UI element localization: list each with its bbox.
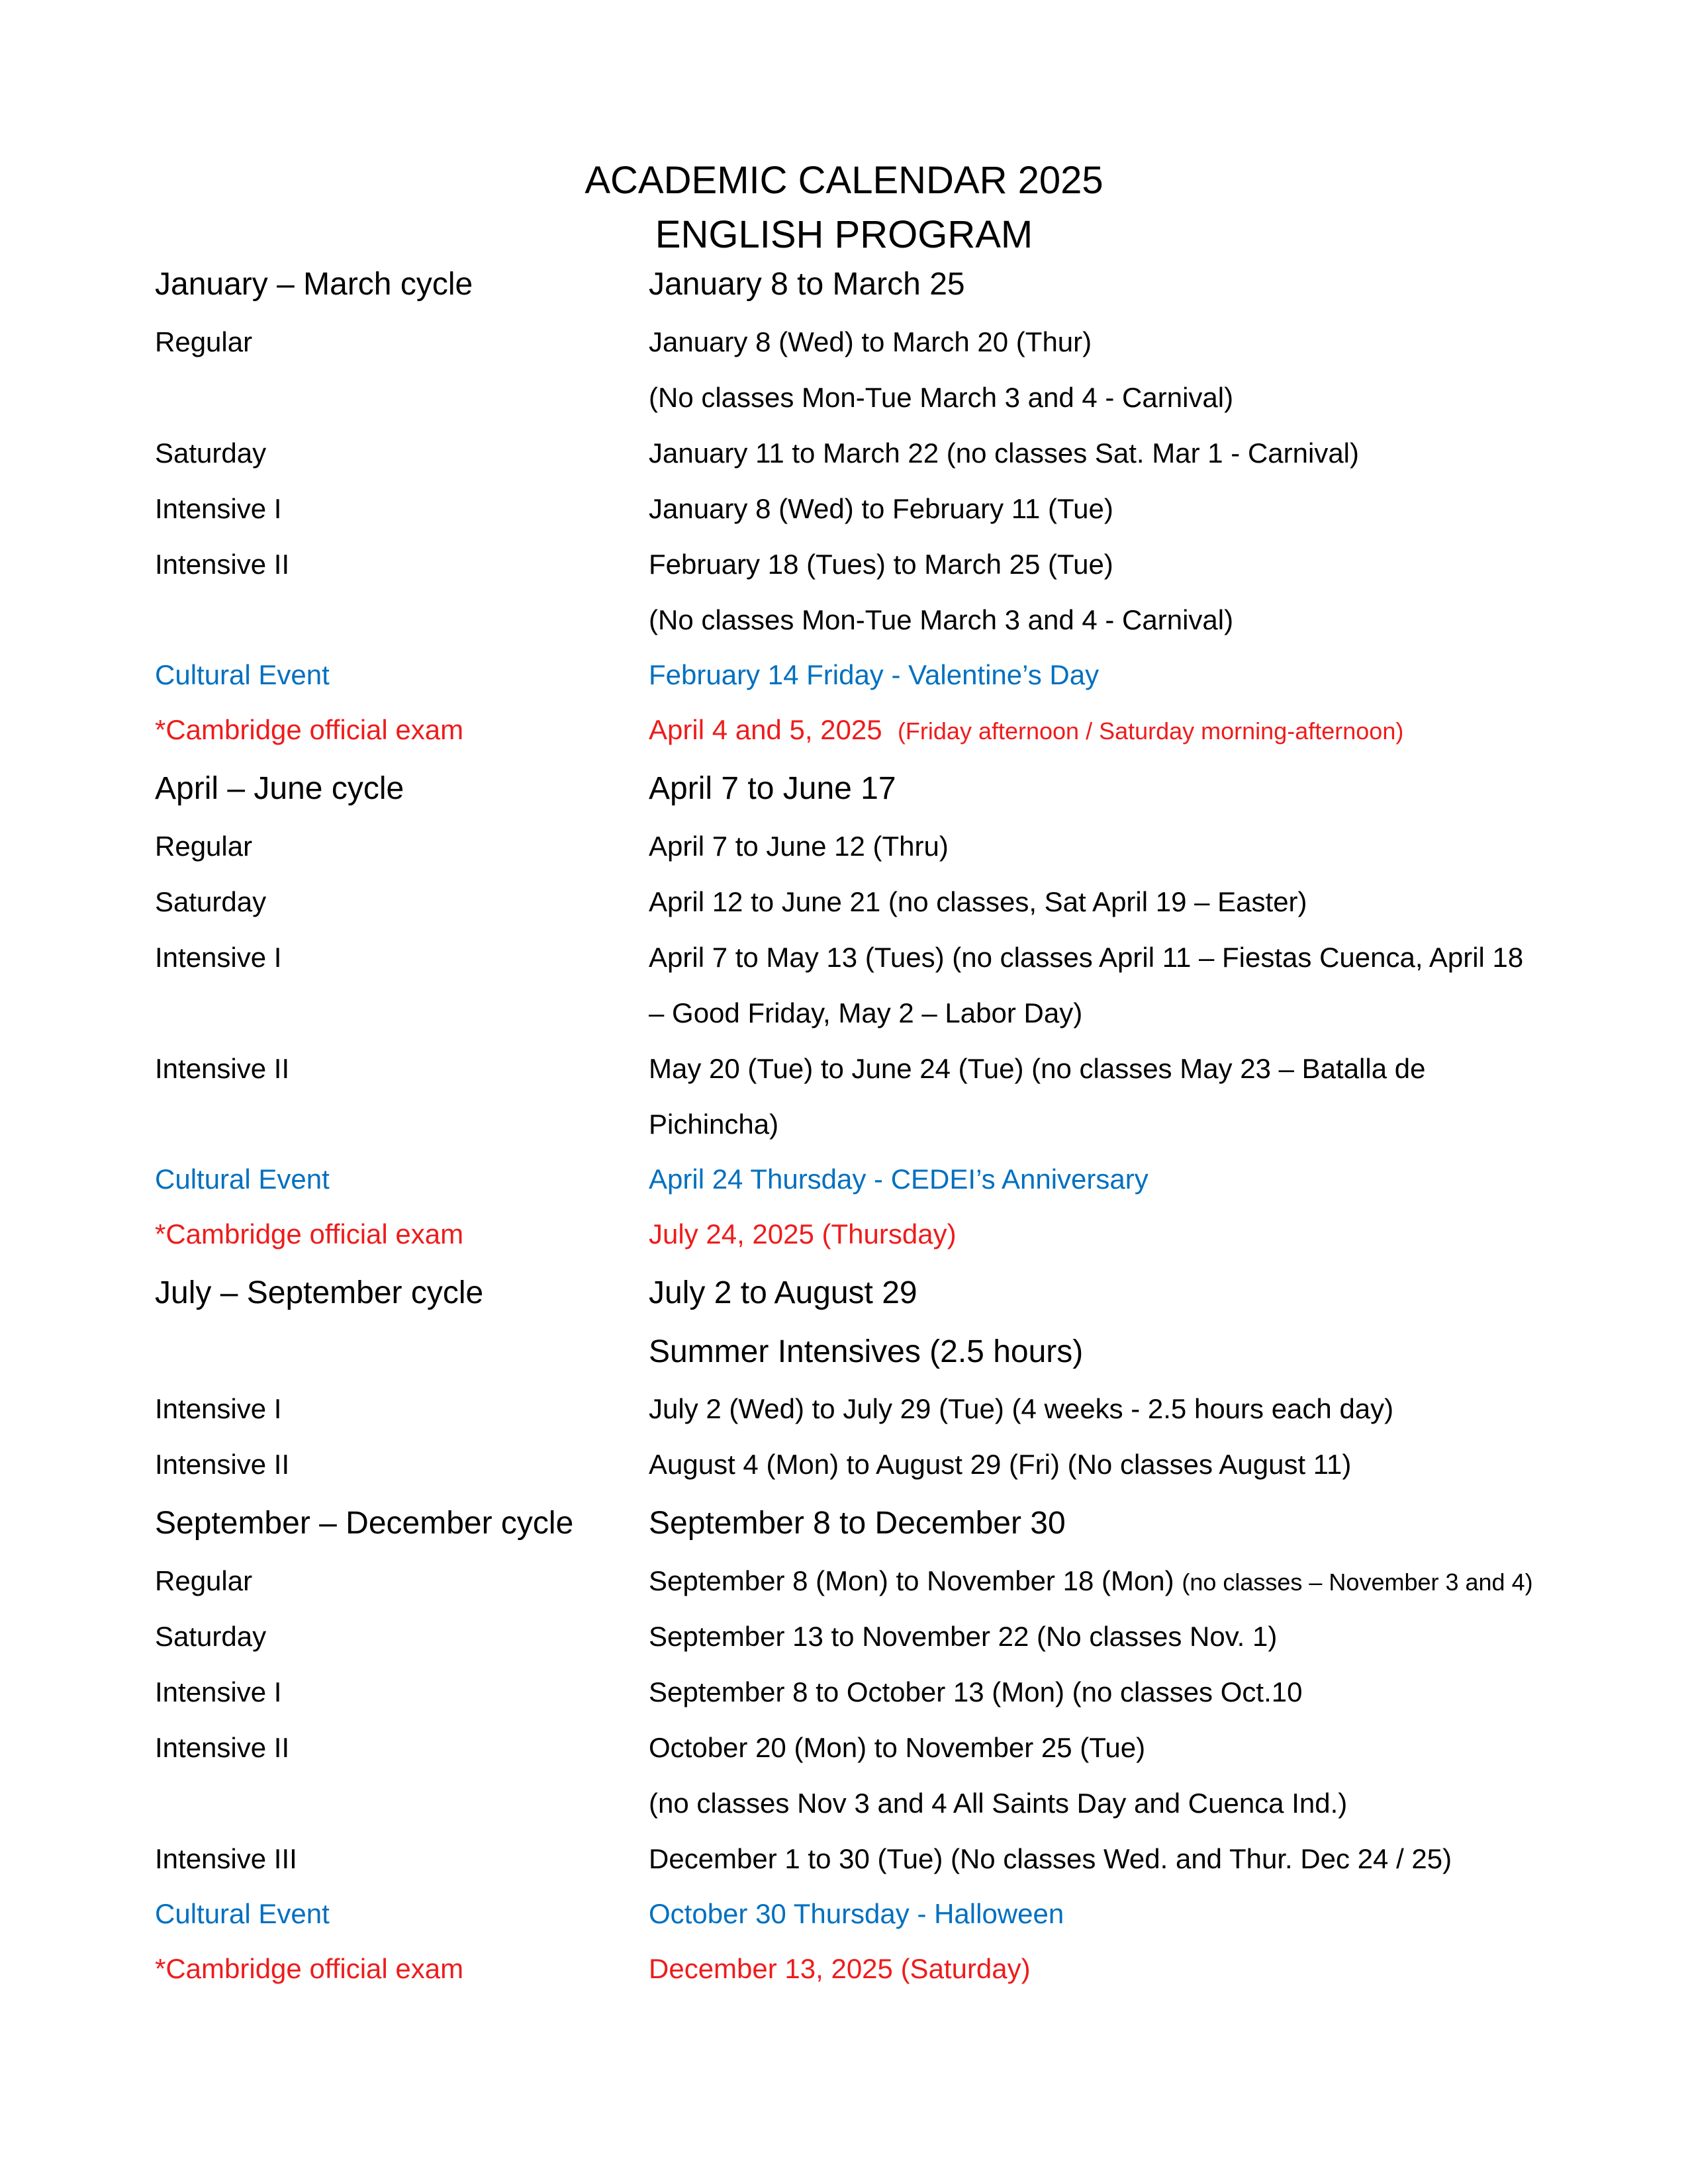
- row-label: Cultural Event: [155, 1898, 330, 1929]
- row-label: Intensive II: [155, 1449, 290, 1480]
- cycle-header-apr-jun: [155, 770, 1545, 825]
- cycle-header-sep-dec: [155, 1504, 1545, 1560]
- row-label: *Cambridge official exam: [155, 1218, 464, 1250]
- cycle-dates: January 8 to March 25: [649, 267, 965, 302]
- row-dates: April 12 to June 21 (no classes, Sat April 19 – Easter): [649, 886, 1307, 917]
- calendar-row: [155, 1676, 1545, 1731]
- row-dates: October 20 (Mon) to November 25 (Tue): [649, 1732, 1146, 1763]
- calendar-row: [155, 886, 1545, 941]
- row-label: *Cambridge official exam: [155, 714, 464, 745]
- cycle-label: September – December cycle: [155, 1506, 574, 1541]
- row-label: Regular: [155, 1565, 253, 1596]
- row-dates: December 13, 2025 (Saturday): [649, 1953, 1031, 1984]
- row-dates: January 8 (Wed) to March 20 (Thur): [649, 326, 1092, 357]
- cycle-label: January – March cycle: [155, 267, 473, 302]
- exam-date: April 4 and 5, 2025: [649, 714, 882, 745]
- cycle-header-jul-sep: [155, 1274, 1545, 1330]
- row-dates: May 20 (Tue) to June 24 (Tue) (no classes May 23 – Batalla de: [649, 1053, 1426, 1084]
- row-dates: (no classes Nov 3 and 4 All Saints Day and Cuenca Ind.): [649, 1788, 1348, 1819]
- row-dates: February 14 Friday - Valentine’s Day: [649, 659, 1100, 690]
- exam-note: (Friday afternoon / Saturday morning-afternoon): [897, 717, 1404, 745]
- cultural-event-row: [155, 659, 1545, 714]
- calendar-row: [155, 1448, 1545, 1504]
- row-dates: (No classes Mon-Tue March 3 and 4 - Carnival): [649, 382, 1234, 413]
- calendar-row: [155, 1620, 1545, 1676]
- row-dates: – Good Friday, May 2 – Labor Day): [649, 997, 1083, 1028]
- row-label: Intensive I: [155, 942, 282, 973]
- row-dates: July 2 (Wed) to July 29 (Tue) (4 weeks - 2.5 hours each day): [649, 1393, 1394, 1424]
- row-label: Intensive II: [155, 1732, 290, 1763]
- row-dates: August 4 (Mon) to August 29 (Fri) (No classes August 11): [649, 1449, 1352, 1480]
- row-dates: [649, 713, 1403, 747]
- summer-intensives-heading: [155, 1333, 1545, 1388]
- cycle-dates: September 8 to December 30: [649, 1506, 1066, 1541]
- row-dates: December 1 to 30 (Tue) (No classes Wed. and Thur. Dec 24 / 25): [649, 1843, 1452, 1874]
- calendar-row: [155, 1843, 1545, 1898]
- cycle-dates: April 7 to June 17: [649, 771, 896, 806]
- cambridge-exam-row: [155, 713, 1545, 769]
- row-label: Regular: [155, 326, 253, 357]
- cycle-header-jan-mar: [155, 265, 1545, 321]
- row-dates: Summer Intensives (2.5 hours): [649, 1334, 1084, 1369]
- calendar-row: [155, 437, 1545, 492]
- row-label: Cultural Event: [155, 659, 330, 690]
- cultural-event-row: [155, 1897, 1545, 1953]
- row-dates: September 13 to November 22 (No classes Nov. 1): [649, 1621, 1278, 1652]
- row-dates: April 7 to June 12 (Thru): [649, 831, 949, 862]
- calendar-row: [155, 604, 1545, 659]
- row-dates: April 24 Thursday - CEDEI’s Anniversary: [649, 1163, 1149, 1195]
- row-dates: September 8 to October 13 (Mon) (no classes Oct.10: [649, 1676, 1303, 1707]
- cycle-label: July – September cycle: [155, 1275, 484, 1310]
- row-dates: [649, 1565, 1533, 1598]
- row-label: Saturday: [155, 1621, 267, 1652]
- row-label: Saturday: [155, 886, 267, 917]
- calendar-row: [155, 1392, 1545, 1448]
- row-dates: April 7 to May 13 (Tues) (no classes April 11 – Fiestas Cuenca, April 18: [649, 942, 1524, 973]
- row-label: Intensive I: [155, 1676, 282, 1707]
- row-dates: Pichincha): [649, 1109, 779, 1140]
- row-label: Intensive I: [155, 493, 282, 524]
- calendar-row: [155, 1052, 1545, 1108]
- calendar-row: [155, 830, 1545, 886]
- row-dates: January 11 to March 22 (no classes Sat. Mar 1 - Carnival): [649, 437, 1359, 469]
- calendar-row: [155, 997, 1545, 1052]
- row-note: (no classes – November 3 and 4): [1182, 1569, 1533, 1596]
- row-label: *Cambridge official exam: [155, 1953, 464, 1984]
- row-dates: July 24, 2025 (Thursday): [649, 1218, 957, 1250]
- row-dates: February 18 (Tues) to March 25 (Tue): [649, 549, 1113, 580]
- cycle-dates: July 2 to August 29: [649, 1275, 917, 1310]
- calendar-row: [155, 548, 1545, 604]
- row-dates-main: September 8 (Mon) to November 18 (Mon): [649, 1565, 1174, 1596]
- cultural-event-row: [155, 1163, 1545, 1218]
- calendar-row: [155, 1108, 1545, 1163]
- calendar-row: [155, 941, 1545, 997]
- calendar-row: [155, 381, 1545, 437]
- row-dates: January 8 (Wed) to February 11 (Tue): [649, 493, 1113, 524]
- calendar-row: [155, 326, 1545, 381]
- row-label: Intensive II: [155, 1053, 290, 1084]
- row-label: Saturday: [155, 437, 267, 469]
- row-label: Intensive II: [155, 549, 290, 580]
- page-subtitle: ENGLISH PROGRAM: [655, 213, 1033, 256]
- row-label: Intensive III: [155, 1843, 297, 1874]
- cambridge-exam-row: [155, 1952, 1545, 2008]
- page-title: ACADEMIC CALENDAR 2025: [585, 159, 1103, 202]
- calendar-row: [155, 1565, 1545, 1620]
- calendar-row: [155, 1787, 1545, 1843]
- row-dates: (No classes Mon-Tue March 3 and 4 - Carnival): [649, 604, 1234, 635]
- calendar-row: [155, 1731, 1545, 1787]
- cycle-label: April – June cycle: [155, 771, 404, 806]
- row-label: Regular: [155, 831, 253, 862]
- row-dates: October 30 Thursday - Halloween: [649, 1898, 1064, 1929]
- row-label: Cultural Event: [155, 1163, 330, 1195]
- cambridge-exam-row: [155, 1218, 1545, 1273]
- calendar-row: [155, 492, 1545, 548]
- row-label: Intensive I: [155, 1393, 282, 1424]
